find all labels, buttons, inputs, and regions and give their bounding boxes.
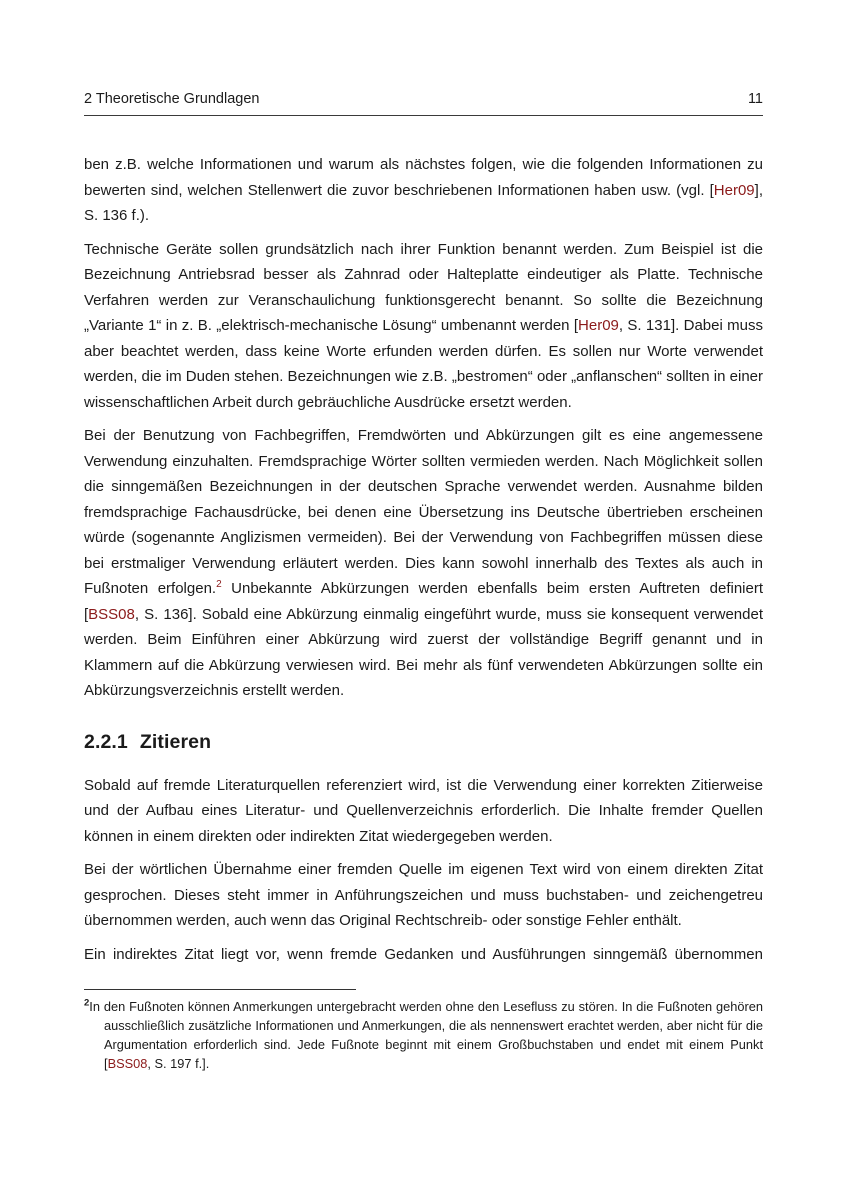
running-header-section: 2 Theoretische Grundlagen (84, 91, 260, 107)
text-run: ], S. 136 f.). (84, 181, 763, 224)
text-run: Sobald auf fremde Literaturquellen referenziert wird, ist die Verwendung einer korrekten Zitierweise und der Aufbau eines Literatur- und Quellenverzeichnis erforderlich. Die Inhalte fremder Quellen können in einem direkten oder indirekten Zitat wiedergegeben werden. (84, 776, 763, 845)
body-paragraph (84, 942, 763, 968)
text-run: Bei der wörtlichen Übernahme einer fremden Quelle im eigenen Text wird von einem direkten Zitat gesprochen. Dieses steht immer in Anführungszeichen und muss buchstaben- und zeichengetreu übernommen werden, auch wenn das Original Rechtschreib- oder sonstige Fehler enthält. (84, 861, 763, 929)
text-run: Unbekannte Abkürzungen werden ebenfalls beim ersten Auftreten definiert [ (84, 580, 764, 623)
footnote-marker: 2 (84, 997, 90, 1009)
citation-link[interactable]: Her09 (578, 317, 619, 334)
text-run: Ein indirektes Zitat liegt vor, wenn fremde Gedanken und Ausführungen sinngemäß übernommen (84, 945, 763, 963)
citation-link[interactable]: BSS08 (107, 1056, 148, 1071)
page-header (84, 90, 763, 116)
text-run: ben z.B. welche Informationen und warum als nächstes folgen, wie die folgenden Informationen zu bewerten sind, welchen Stellenwert die zuvor beschriebenen Informationen haben usw. (vgl. [ (84, 156, 763, 199)
citation-link[interactable]: Her09 (713, 181, 755, 199)
body-paragraph (84, 423, 763, 704)
body-paragraph (84, 857, 763, 934)
page-number: 11 (747, 91, 763, 107)
footnote-area (84, 989, 763, 1073)
footnote-separator (84, 989, 356, 990)
citation-link[interactable]: BSS08 (88, 605, 135, 623)
body-paragraph (84, 152, 763, 229)
text-run: In den Fußnoten können Anmerkungen untergebracht werden ohne den Lesefluss zu stören. In die Fußnoten gehören ausschließlich zusätzliche Informationen und Anmerkungen, die als nennenswert erachtet werden, aber nicht für die Argumentation erforderlich sind. Jede Fußnote beginnt mit einem Großbuchstaben und endet mit einem Punkt [ (89, 999, 763, 1071)
footnote (84, 997, 763, 1073)
text-run: Bei der Benutzung von Fachbegriffen, Fremdwörten und Abkürzungen gilt es eine angemessene Verwendung einzuhalten. Fremdsprachige Wörter sollten vermieden werden. Nach Möglichkeit sollen die sinngemäßen Bezeichnungen in der deutschen Sprache verwendet werden. Ausnahme bilden fremdsprachige Fachausdrücke, bei denen eine Übersetzung ins Deutsche übertrieben erscheinen würde (sogenannte Anglizismen vermeiden). Bei der Verwendung von Fachbegriffen müssen diese bei erstmaliger Verwendung erläutert werden. Dies kann sowohl innerhalb des Textes als auch in Fußnoten erfolgen. (84, 427, 763, 597)
text-run: , S. 131]. Dabei muss aber beachtet werden, dass keine Worte erfunden werden dürfen. Es sollen nur Worte verwendet werden, die im Duden stehen. Bezeichnungen wie z.B. „bestromen“ oder „anflanschen“ sollten in einer wissenschaftlichen Arbeit durch gebräuchliche Ausdrücke ersetzt werden. (84, 317, 764, 411)
subsection-number: 2.2.1 (84, 730, 128, 753)
text-run: , S. 136]. Sobald eine Abkürzung einmalig eingeführt wurde, muss sie konsequent verwendet werden. Beim Einführen einer Abkürzung wird zuerst der vollständige Begriff genannt und in Klammern auf die Abkürzung verwiesen wird. Bei mehr als fünf verwendeten Abkürzungen sollte ein Abkürzungsverzeichnis erstellt werden. (84, 605, 763, 699)
text-run: Technische Geräte sollen grundsätzlich nach ihrer Funktion benannt werden. Zum Beispiel ist die Bezeichnung Antriebsrad besser als Zahnrad oder Halteplatte eindeutiger als Platte. Technische Verfahren werden zur Veranschaulichung funktionsgerecht benannt. So sollte die Bezeichnung „Variante 1“ in z. B. „elektrisch-mechanische Lösung“ umbenannt werden [ (84, 240, 763, 334)
subsection-heading (84, 730, 763, 754)
subsection-title: Zitieren (139, 730, 212, 753)
footnote-ref-link[interactable]: 2 (216, 579, 222, 590)
body-paragraph (84, 237, 763, 416)
text-run: , S. 197 f.]. (147, 1056, 210, 1071)
page-body (84, 152, 763, 967)
body-paragraph (84, 773, 763, 850)
